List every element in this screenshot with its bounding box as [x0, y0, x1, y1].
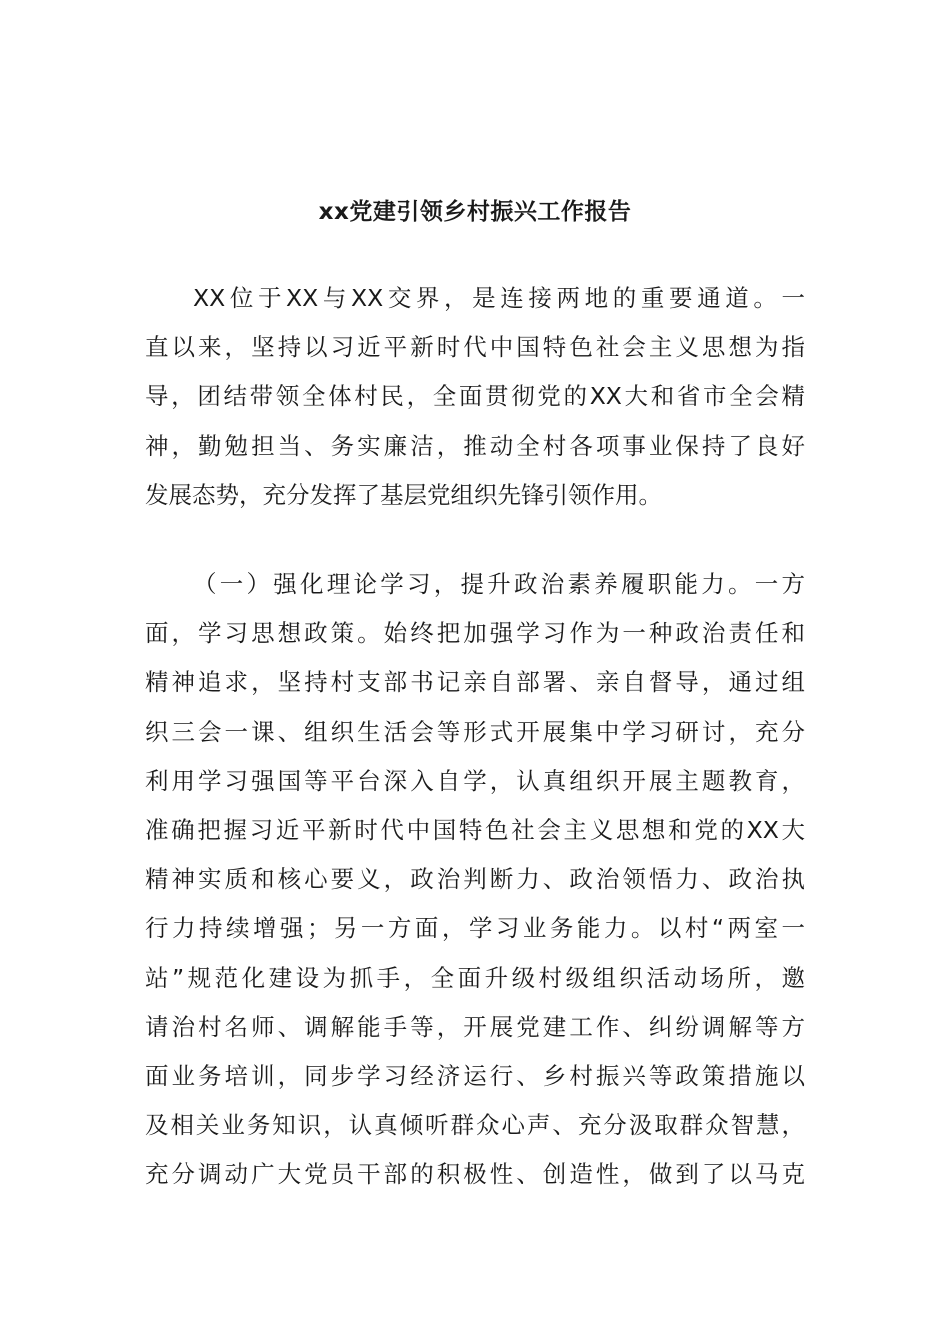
paragraph-line: 神，勤勉担当、务实廉洁，推动全村各项事业保持了良好 [145, 431, 805, 460]
paragraph-intro [145, 274, 805, 520]
paragraph-line: 面，学习思想政策。始终把加强学习作为一种政治责任和 [145, 619, 805, 648]
paragraph-line: 发展态势，充分发挥了基层党组织先锋引领作用。 [145, 480, 662, 509]
paragraph-line: 请治村名师、调解能手等，开展党建工作、纠纷调解等方 [145, 1012, 805, 1041]
paragraph-line: 充分调动广大党员干部的积极性、创造性，做到了以马克 [145, 1160, 805, 1189]
paragraph-line: 织三会一课、组织生活会等形式开展集中学习研讨，充分 [145, 717, 805, 746]
paragraph-line: （一）强化理论学习，提升政治素养履职能力。一方 [193, 570, 805, 598]
paragraph-line: 站”规范化建设为抓手，全面升级村级组织活动场所，邀 [145, 963, 805, 992]
paragraph-section-one [145, 560, 805, 1199]
paragraph-line: 精神追求，坚持村支部书记亲自部署、亲自督导，通过组 [145, 668, 805, 697]
paragraph-line: 准确把握习近平新时代中国特色社会主义思想和党的XX大 [145, 815, 805, 844]
paragraph-line: 面业务培训，同步学习经济运行、乡村振兴等政策措施以 [145, 1061, 805, 1090]
paragraph-line: 导，团结带领全体村民，全面贯彻党的XX大和省市全会精 [145, 382, 805, 411]
paragraph-line: XX位于XX与XX交界，是连接两地的重要通道。一 [193, 284, 805, 312]
document-title: xx党建引领乡村振兴工作报告 [318, 199, 632, 225]
paragraph-line: 及相关业务知识，认真倾听群众心声、充分汲取群众智慧， [145, 1111, 805, 1140]
paragraph-line: 利用学习强国等平台深入自学，认真组织开展主题教育， [145, 766, 805, 795]
paragraph-line: 精神实质和核心要义，政治判断力、政治领悟力、政治执 [145, 865, 805, 894]
paragraph-line: 行力持续增强；另一方面，学习业务能力。以村“两室一 [145, 914, 805, 943]
paragraph-line: 直以来，坚持以习近平新时代中国特色社会主义思想为指 [145, 333, 805, 362]
